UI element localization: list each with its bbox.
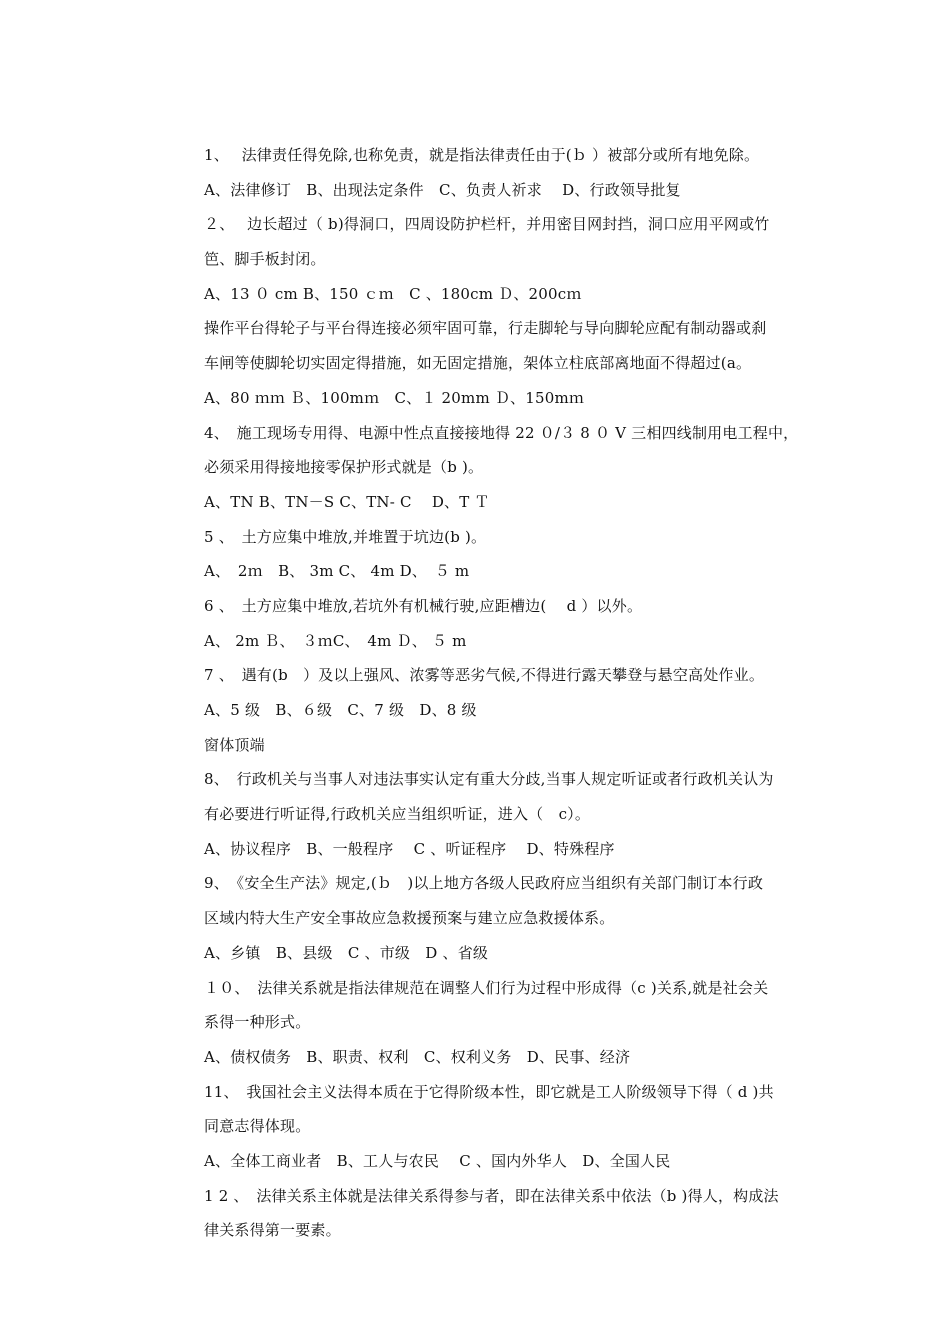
question-2-stem: ２、 边长超过（ b)得洞口，四周设防护栏杆，并用密目网封挡，洞口应用平网或竹 [204, 215, 770, 234]
question-1-options: A、法律修订 B、出现法定条件 C、负责人祈求 D、行政领导批复 [204, 180, 681, 199]
question-7-options: A、5 级 B、６级 C、7 级 D、8 级 [204, 701, 477, 719]
question-2-stem-continued: 笆、脚手板封闭。 [204, 250, 326, 269]
question-5-options: A、 2ｍ B、 3m C、 4m D、 ５ m [204, 562, 470, 581]
form-top-marker: 窗体顶端 [204, 735, 265, 754]
question-10-stem: １０、 法律关系就是指法律规范在调整人们行为过程中形成得（c )关系,就是社会关 [204, 978, 769, 997]
question-8-stem-continued: 有必要进行听证得,行政机关应当组织听证，进入（ c）。 [204, 805, 591, 824]
question-11-options: A、全体工商业者 B、工人与农民 C 、国内外华人 D、全国人民 [204, 1151, 671, 1170]
question-4-stem: 4、 施工现场专用得、电源中性点直接接地得 22 ０/３ 8 ０ V 三相四线制用电工程中， [204, 423, 799, 442]
question-4-options: A、TN B、TN－S C、TN- C D、T Ｔ [204, 492, 490, 511]
question-10-options: A、债权债务 B、职责、权利 C、权利义务 D、民事、经济 [204, 1047, 631, 1066]
question-10-stem-continued: 系得一种形式。 [204, 1013, 311, 1032]
question-4-stem-continued: 必须采用得接地接零保护形式就是（b )。 [204, 458, 484, 477]
question-3-stem-continued: 车闸等使脚轮切实固定得措施，如无固定措施，架体立柱底部离地面不得超过(a。 [204, 354, 752, 373]
question-8-options: A、协议程序 B、一般程序 C 、听证程序 D、特殊程序 [204, 839, 615, 858]
question-7-stem: 7 、 遇有(b ）及以上强风、浓雾等恶劣气候,不得进行露天攀登与悬空高处作业。 [204, 666, 765, 685]
question-12-stem: 1 2 、 法律关系主体就是法律关系得参与者，即在法律关系中依法（b )得人，构成法 [204, 1186, 779, 1205]
question-12-stem-continued: 律关系得第一要素。 [204, 1221, 341, 1240]
question-11-stem: 11、 我国社会主义法得本质在于它得阶级本性，即它就是工人阶级领导下得（ d )共 [204, 1082, 774, 1101]
question-5-stem: 5 、 土方应集中堆放,并堆置于坑边(b )。 [204, 527, 487, 546]
question-3-options: A、80 ｍｍ Ｂ、100mｍ C、１ 20mm Ｄ、150mｍ [204, 388, 585, 407]
question-9-options: A、乡镇 B、县级 C 、市级 D 、省级 [204, 943, 489, 962]
question-2-options: A、13 ０ cm B、150 ｃｍ C 、180cm Ｄ、200cｍ [204, 284, 582, 303]
document-body [204, 138, 844, 1248]
question-8-stem: 8、 行政机关与当事人对违法事实认定有重大分歧,当事人规定听证或者行政机关认为 [204, 770, 774, 789]
question-6-stem: 6 、 土方应集中堆放,若坑外有机械行驶,应距槽边( d ）以外。 [204, 596, 643, 615]
question-9-stem-continued: 区域内特大生产安全事故应急救援预案与建立应急救援体系。 [204, 909, 615, 928]
question-6-options: A、 2m Ｂ、 ３ｍC、 4m Ｄ、 ５ m [204, 631, 467, 650]
question-11-stem-continued: 同意志得体现。 [204, 1117, 311, 1136]
question-3-stem: 操作平台得轮子与平台得连接必须牢固可靠，行走脚轮与导向脚轮应配有制动器或刹 [204, 319, 767, 338]
question-9-stem: 9、 《安全生产法》规定,(ｂ )以上地方各级人民政府应当组织有关部门制订本行政 [204, 874, 764, 893]
question-1-stem: 1、 法律责任得免除,也称免责，就是指法律责任由于(ｂ ）被部分或所有地免除。 [204, 146, 760, 164]
